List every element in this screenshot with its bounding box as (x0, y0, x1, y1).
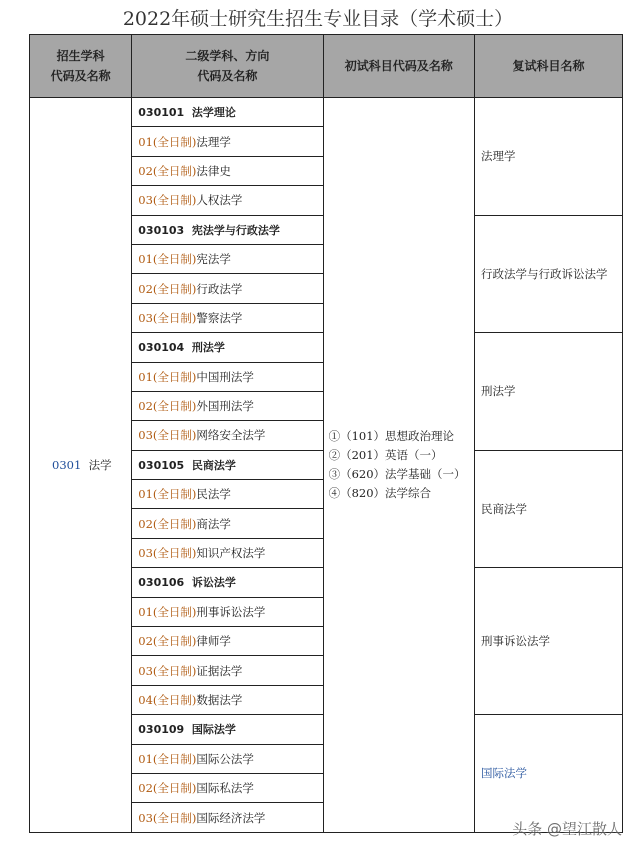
direction-name: 商法学 (196, 516, 231, 531)
exam-item: ②（201）英语（一） (328, 447, 443, 462)
direction-prefix: 01(全日制) (138, 369, 197, 384)
direction-item (132, 509, 323, 538)
direction-item (132, 391, 323, 420)
subject-header: 030106 诉讼法学 (132, 568, 323, 597)
exam-item: ①（101）思想政治理论 (328, 428, 455, 443)
direction-item (132, 656, 323, 685)
direction-item (132, 803, 323, 832)
page-title: 2022年硕士研究生招生专业目录（学术硕士） (122, 8, 514, 30)
direction-name: 网络安全法学 (196, 428, 266, 443)
direction-name: 民法学 (196, 487, 231, 502)
direction-name: 宪法学 (196, 252, 231, 267)
direction-prefix: 01(全日制) (138, 751, 197, 766)
direction-prefix: 01(全日制) (138, 487, 197, 502)
exam-subjects (323, 98, 474, 833)
direction-prefix: 02(全日制) (138, 399, 197, 414)
subject-header: 030104 刑法学 (132, 333, 323, 362)
retest-subject: 法理学 (475, 98, 623, 216)
column-header: 招生学科 代码及名称 (30, 35, 132, 98)
direction-name: 国际公法学 (196, 751, 254, 766)
direction-name: 法理学 (196, 134, 231, 149)
direction-item (132, 685, 323, 714)
retest-subject: 国际法学 (475, 715, 623, 833)
direction-prefix: 03(全日制) (138, 193, 197, 208)
direction-prefix: 04(全日制) (138, 693, 197, 707)
direction-prefix: 02(全日制) (138, 281, 197, 296)
subject-header: 030101 法学理论 (132, 98, 323, 127)
table-row (30, 98, 623, 127)
direction-name: 律师学 (196, 634, 231, 649)
direction-item (132, 274, 323, 303)
column-header: 二级学科、方向 代码及名称 (132, 35, 323, 98)
direction-prefix: 02(全日制) (138, 781, 197, 796)
direction-item (132, 597, 323, 626)
watermark: 头条 @望江散人 (512, 820, 622, 838)
direction-name: 中国刑法学 (196, 369, 254, 384)
direction-name: 外国刑法学 (196, 399, 254, 414)
column-header: 复试科目名称 (475, 35, 623, 98)
subject-header: 030103 宪法学与行政法学 (132, 215, 323, 244)
direction-item (132, 156, 323, 185)
direction-name: 知识产权法学 (196, 546, 266, 561)
direction-item (132, 421, 323, 450)
direction-item (132, 744, 323, 773)
direction-name: 刑事诉讼法学 (196, 604, 266, 619)
retest-subject: 行政法学与行政诉讼法学 (475, 215, 623, 333)
direction-prefix: 03(全日制) (138, 663, 197, 678)
direction-prefix: 03(全日制) (138, 428, 197, 443)
retest-subject: 刑法学 (475, 333, 623, 451)
direction-item (132, 480, 323, 509)
direction-name: 数据法学 (196, 693, 243, 707)
direction-item (132, 303, 323, 332)
retest-subject: 刑事诉讼法学 (475, 568, 623, 715)
direction-prefix: 01(全日制) (138, 134, 197, 149)
direction-name: 国际经济法学 (196, 810, 266, 825)
retest-subject: 民商法学 (475, 450, 623, 568)
subject-header: 030105 民商法学 (132, 450, 323, 479)
direction-item (132, 362, 323, 391)
discipline-cell (30, 98, 132, 833)
exam-item: ③（620）法学基础（一） (328, 466, 466, 481)
direction-prefix: 03(全日制) (138, 310, 197, 325)
direction-name: 人权法学 (196, 193, 243, 208)
direction-prefix: 02(全日制) (138, 163, 197, 178)
direction-name: 国际私法学 (196, 781, 254, 796)
direction-item (132, 127, 323, 156)
discipline-name: 法学 (88, 457, 112, 472)
direction-item (132, 186, 323, 215)
column-header: 初试科目代码及名称 (323, 35, 474, 98)
exam-item: ④（820）法学综合 (328, 485, 432, 500)
catalog-table (29, 34, 623, 833)
direction-name: 法律史 (196, 163, 231, 178)
direction-item (132, 773, 323, 802)
direction-prefix: 03(全日制) (138, 810, 197, 825)
direction-prefix: 01(全日制) (138, 252, 197, 267)
direction-item (132, 244, 323, 273)
direction-name: 行政法学 (196, 281, 243, 296)
subject-header: 030109 国际法学 (132, 715, 323, 744)
direction-name: 警察法学 (196, 310, 243, 325)
direction-prefix: 03(全日制) (138, 546, 197, 561)
discipline-code: 0301 (52, 457, 82, 472)
direction-item (132, 627, 323, 656)
direction-item (132, 538, 323, 567)
direction-name: 证据法学 (196, 663, 243, 678)
direction-prefix: 02(全日制) (138, 634, 197, 649)
direction-prefix: 01(全日制) (138, 604, 197, 619)
direction-prefix: 02(全日制) (138, 516, 197, 531)
